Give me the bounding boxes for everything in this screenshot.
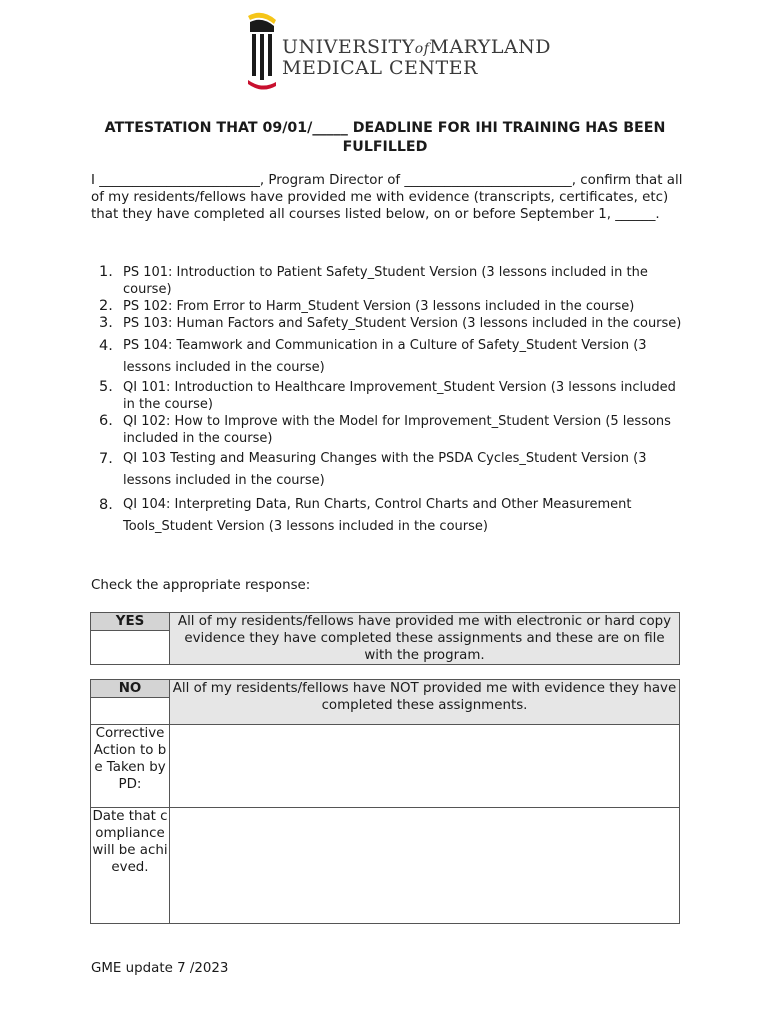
check-prompt: Check the appropriate response: (91, 578, 311, 593)
corrective-action-label: Corrective Action to be Taken by PD: (91, 725, 170, 808)
course-item: 7. QI 103 Testing and Measuring Changes with the PSDA Cycles_Student Version (3 lessons included in the course) (99, 451, 647, 488)
course-item: 3. PS 103: Human Factors and Safety_Student Version (3 lessons included in the course) (99, 315, 682, 331)
course-item: 8. QI 104: Interpreting Data, Run Charts, Control Charts and Other Measurement Tools_Student Version (3 lessons included in the course) (99, 497, 632, 534)
yes-description: All of my residents/fellows have provided me with electronic or hard copy evidence they have completed these assignments and these are on file with the program. (170, 613, 680, 665)
logo-medical-center-text: MEDICAL CENTER (282, 57, 478, 79)
compliance-date-label: Date that compliance will be achieved. (91, 808, 170, 924)
no-label: NO (91, 680, 170, 698)
no-response-table (90, 679, 680, 924)
umm-logo (244, 10, 552, 90)
course-item: 5. QI 101: Introduction to Healthcare Improvement_Student Version (3 lessons included in the course) (99, 379, 676, 412)
footer-note: GME update 7 /2023 (91, 961, 229, 976)
course-item: 1. PS 101: Introduction to Patient Safety_Student Version (3 lessons included in the course) (99, 264, 648, 297)
yes-response-table (90, 612, 680, 665)
logo-university-text: UNIVERSITYofMARYLAND (282, 36, 552, 58)
course-list (91, 264, 691, 538)
page-title: ATTESTATION THAT 09/01/_____ DEADLINE FOR IHI TRAINING HAS BEEN FULFILLED (104, 120, 666, 155)
no-checkbox[interactable] (91, 698, 170, 725)
umm-shield-icon (244, 10, 280, 90)
yes-checkbox[interactable] (91, 631, 170, 665)
course-item: 2. PS 102: From Error to Harm_Student Version (3 lessons included in the course) (99, 298, 635, 314)
course-item: 6. QI 102: How to Improve with the Model for Improvement_Student Version (5 lessons included in the course) (99, 413, 671, 446)
yes-label: YES (91, 613, 170, 631)
no-description: All of my residents/fellows have NOT provided me with evidence they have completed these assignments. (170, 680, 680, 725)
attestation-statement: I ________________________, Program Director of _________________________, confirm that all of my residents/fellows have provided me with evidence (transcripts, certificates, etc) that they have completed all courses listed below, on or before September 1, ______. (91, 173, 683, 222)
compliance-date-field[interactable] (170, 808, 680, 924)
corrective-action-field[interactable] (170, 725, 680, 808)
course-item: 4. PS 104: Teamwork and Communication in a Culture of Safety_Student Version (3 lessons included in the course) (99, 338, 647, 375)
